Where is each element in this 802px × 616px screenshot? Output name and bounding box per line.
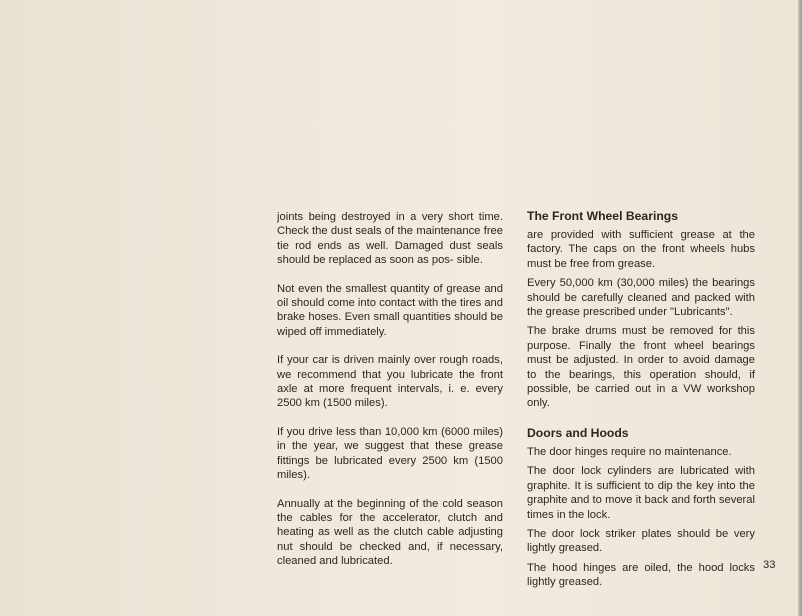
page-number: 33 bbox=[763, 559, 776, 571]
paragraph-bearings-grease: are provided with sufficient grease at the factory. The caps on the front wheels hubs must be free from grease. bbox=[527, 229, 755, 270]
paragraph-bearings-interval: Every 50,000 km (30,000 miles) the bearings should be carefully cleaned and packed with the grease prescribed under "Lubricants". bbox=[527, 277, 755, 319]
heading-front-wheel-bearings: The Front Wheel Bearings bbox=[527, 209, 679, 223]
paragraph-hood-hinges: The hood hinges are oiled, the hood locks lightly greased. bbox=[527, 561, 755, 589]
left-column bbox=[277, 210, 503, 583]
paragraph-door-lock-cylinders: The door lock cylinders are lubricated with graphite. It is sufficient to dip the key into the graphite and to move it back and forth several times in the lock. bbox=[527, 465, 755, 521]
paragraph-grease-tires: Not even the smallest quantity of grease and oil should come into contact with the tires and brake hoses. Even small quantities should be wiped off immediately. bbox=[277, 282, 503, 338]
paragraph-door-hinges: The door hinges require no maintenance. bbox=[527, 445, 732, 458]
heading-doors-and-hoods: Doors and Hoods bbox=[527, 425, 629, 440]
page-edge bbox=[798, 0, 802, 616]
paragraph-dust-seals: joints being destroyed in a very short time. Check the dust seals of the maintenance free tie rod ends as well. Damaged dust seals should be replaced as soon as pos- sible. bbox=[277, 211, 503, 267]
right-column bbox=[527, 209, 755, 595]
paragraph-striker-plates: The door lock striker plates should be very lightly greased. bbox=[527, 527, 755, 555]
paragraph-low-mileage: If you drive less than 10,000 km (6000 miles) in the year, we suggest that these grease fittings be lubricated every 2500 km (1500 miles). bbox=[277, 425, 503, 482]
paragraph-rough-roads: If your car is driven mainly over rough roads, we recommend that you lubricate the front axle at more frequent intervals, i. e. every 2500 km (1500 miles). bbox=[277, 354, 503, 410]
paragraph-bearings-adjust: The brake drums must be removed for this purpose. Finally the front wheel bearings must be adjusted. In order to avoid damage to the bearings, this operation should, if possible, be carried out in a VW workshop only. bbox=[527, 325, 755, 410]
paragraph-annual-cables: Annually at the beginning of the cold season the cables for the accelerator, clutch and heating as well as the clutch cable adjusting nut should be checked and, if necessary, cleaned and lubricated. bbox=[277, 497, 503, 568]
